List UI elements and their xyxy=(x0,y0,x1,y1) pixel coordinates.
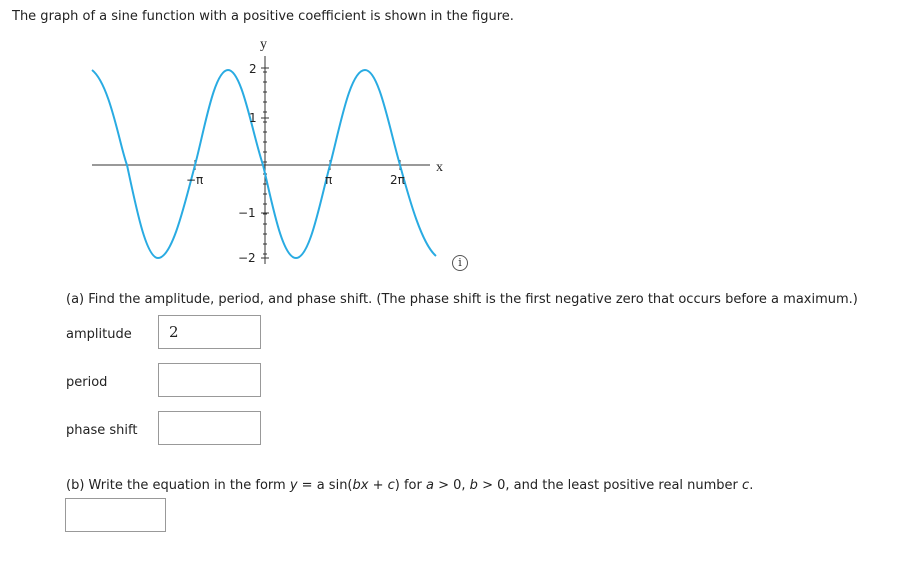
amplitude-label: amplitude xyxy=(66,327,132,342)
amplitude-input[interactable]: 2 xyxy=(158,315,261,349)
x-tick-label-neg-pi: −π xyxy=(186,173,204,187)
info-icon[interactable]: i xyxy=(452,255,468,271)
cond-b: b xyxy=(469,478,478,493)
equation-input[interactable] xyxy=(65,498,166,532)
cond-end: . xyxy=(749,478,754,493)
part-b-prompt xyxy=(66,478,753,493)
eq-mid: = a sin( xyxy=(297,478,353,493)
period-label: period xyxy=(66,375,108,390)
cond-2: > 0, and the least positive real number xyxy=(477,478,743,493)
y-tick-label-neg1: −1 xyxy=(238,206,256,220)
x-tick-label-2pi: 2π xyxy=(390,173,405,187)
x-axis-label: x xyxy=(436,160,443,175)
part-b-text-1: (b) Write the equation in the form xyxy=(66,478,290,493)
sine-curve xyxy=(92,70,436,258)
period-input[interactable] xyxy=(158,363,261,397)
sine-graph xyxy=(80,32,480,277)
cond-c: c xyxy=(742,478,750,493)
eq-close: ) for xyxy=(394,478,426,493)
x-tick-label-pi: π xyxy=(325,173,333,187)
phase-shift-label: phase shift xyxy=(66,423,138,438)
y-tick-label-2: 2 xyxy=(249,62,257,76)
eq-plus: + xyxy=(368,478,388,493)
problem-intro: The graph of a sine function with a positive coefficient is shown in the figure. xyxy=(12,9,514,24)
y-tick-label-neg2: −2 xyxy=(238,251,256,265)
cond-1: > 0, xyxy=(433,478,470,493)
eq-c: c xyxy=(387,478,395,493)
cond-a: a xyxy=(426,478,434,493)
y-tick-label-1: 1 xyxy=(249,111,257,125)
phase-shift-input[interactable] xyxy=(158,411,261,445)
eq-y: y xyxy=(289,478,298,493)
part-a-prompt: (a) Find the amplitude, period, and phase shift. (The phase shift is the first negative zero that occurs before a maximum.) xyxy=(66,292,858,307)
eq-bx: bx xyxy=(352,478,369,493)
y-axis-label: y xyxy=(260,37,267,52)
